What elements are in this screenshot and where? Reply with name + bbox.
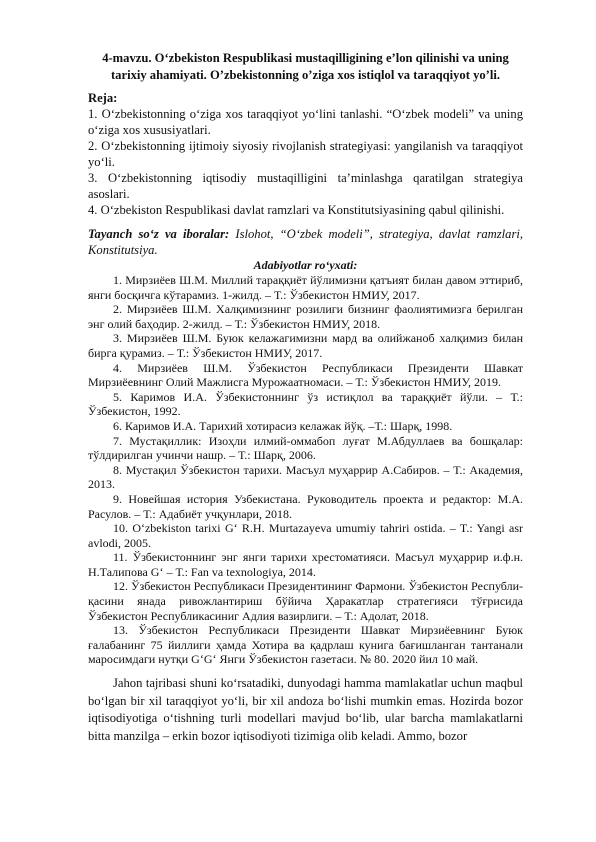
reference-item: 4. Мирзиёев Ш.М. Ўзбекистон Республикаси Президенти Шавкат Мирзиёевнинг Олий Мажлисга Мурожаатномаси. – Т.: Ўзбекистон НМИУ, 2019. bbox=[88, 360, 523, 390]
reference-item: 8. Мустақил Ўзбекистон тарихи. Масъул муҳаррир А.Сабиров. – Т.: Академия, 2013. bbox=[88, 462, 523, 492]
reference-item: 9. Новейшая история Узбекистана. Руководитель проекта и редактор: М.А. Расулов. – Т.: Адабиёт учқунлари, 2018. bbox=[88, 491, 523, 521]
keywords-paragraph bbox=[88, 226, 523, 258]
reference-item: 5. Каримов И.А. Ўзбекистоннинг ўз истиқлол ва тараққиёт йўли. – Т.: Ўзбекистон, 1992. bbox=[88, 389, 523, 419]
document-page bbox=[88, 50, 523, 745]
reference-item: 2. Мирзиёев Ш.М. Халқимизнинг розилиги бизнинг фаолиятимизга берилган энг олий баҳодир. 2-жилд. – Т.: Ўзбекистон НМИУ, 2018. bbox=[88, 302, 523, 331]
keywords-label: Tayanch so‘z va iboralar: bbox=[88, 227, 230, 241]
plan-heading: Reja: bbox=[88, 91, 118, 105]
plan-item-3: 3. O‘zbekistonning iqtisodiy mustaqilligini ta’minlashga qaratilgan strategiya asoslari. bbox=[88, 171, 523, 201]
references-heading: Adabiyotlar ro‘yxati: bbox=[253, 258, 358, 272]
reference-item: 13. Ўзбекистон Республикаси Президенти Шавкат Мирзиёевнинг Буюк ғалабанинг 75 йиллиги ҳамда Хотира ва қадрлаш кунига бағишланган тантанали маросимдаги нутқи G‘G‘ Янги Ўзбекистон газетаси. № 80. 2020 йил 10 май. bbox=[88, 623, 523, 667]
plan-item-2: 2. O‘zbekistonning ijtimoiy siyosiy rivojlanish strategiyasi: yangilanish va taraqqiyot yo‘li. bbox=[88, 139, 523, 169]
body-paragraph: Jahon tajribasi shuni ko‘rsatadiki, dunyodagi hamma mamlakatlar uchun maqbul bo‘lgan bir xil taraqqiyot yo‘li, bir xil andoza bo‘lishi mumkin emas. Hozirda bozor iqtisodiyotiga o‘tishning turli modellari mavjud bo‘lib, ular barcha mamlakatlarni bitta manzilga – erkin bozor iqtisodiyoti tizimiga olib keladi. Ammo, bozor bbox=[88, 676, 523, 743]
reference-item: 12. Ўзбекистон Республикаси Президентининг Фармони. Ўзбекистон Республи-қасини янада ривожлантириш бўйича Ҳаракатлар стратегияси тўғрисида Ўзбекистон Республикасиниг Адлия вазирлиги. – Т.: Адолат, 2018. bbox=[88, 579, 523, 623]
plan-item-1: 1. O‘zbekistonning o‘ziga xos taraqqiyot yo‘lini tanlashi. “O‘zbek modeli” va uning o‘ziga xos xususiyatlari. bbox=[88, 107, 523, 137]
reference-item: 7. Мустақиллик: Изоҳли илмий-оммабоп луғат М.Абдуллаев ва бошқалар: тўлдирилган учинчи нашр. – Т.: Шарқ, 2006. bbox=[88, 433, 523, 463]
plan-item-4: 4. O‘zbekiston Respublikasi davlat ramzlari va Konstitutsiyasining qabul qilinishi. bbox=[88, 203, 505, 217]
reference-item: 10. O‘zbekiston tarixi G‘ R.H. Murtazayeva umumiy tahriri ostida. – T.: Yangi asr avlodi, 2005. bbox=[88, 521, 523, 550]
reference-item: 6. Каримов И.А. Тарихий хотирасиз келажак йўқ. –Т.: Шарқ, 1998. bbox=[113, 418, 453, 433]
reference-item: 11. Ўзбекистоннинг энг янги тарихи хрестоматияси. Масъул муҳаррир и.ф.н. Н.Талипова G‘ – Т.: Fan va texnologiya, 2014. bbox=[88, 550, 523, 579]
reference-item: 3. Мирзиёев Ш.М. Буюк келажагимизни мард ва олийжаноб халқимиз билан бирга қурамиз. – Т.: Ўзбекистон НМИУ, 2017. bbox=[88, 331, 523, 360]
reference-item: 1. Мирзиёев Ш.М. Миллий тараққиёт йўлимизни қатъият билан давом эттириб, янги босқичга кўтарамиз. 1-жилд. – Т.: Ўзбекистон НМИУ, 2017. bbox=[88, 273, 523, 302]
keywords-text: Islohot, “O‘zbek modeli”, strategiya, davlat ramzlari, Konstitutsiya. bbox=[88, 227, 524, 257]
title-line-1: 4-mavzu. O‘zbekiston Respublikasi mustaqilligining e’lon qilinishi va uning bbox=[102, 51, 509, 65]
title-line-2: tarixiy ahamiyati. O’zbekistonning o’ziga xos istiqlol va taraqqiyot yo’li. bbox=[110, 68, 501, 82]
page-title bbox=[88, 50, 523, 84]
